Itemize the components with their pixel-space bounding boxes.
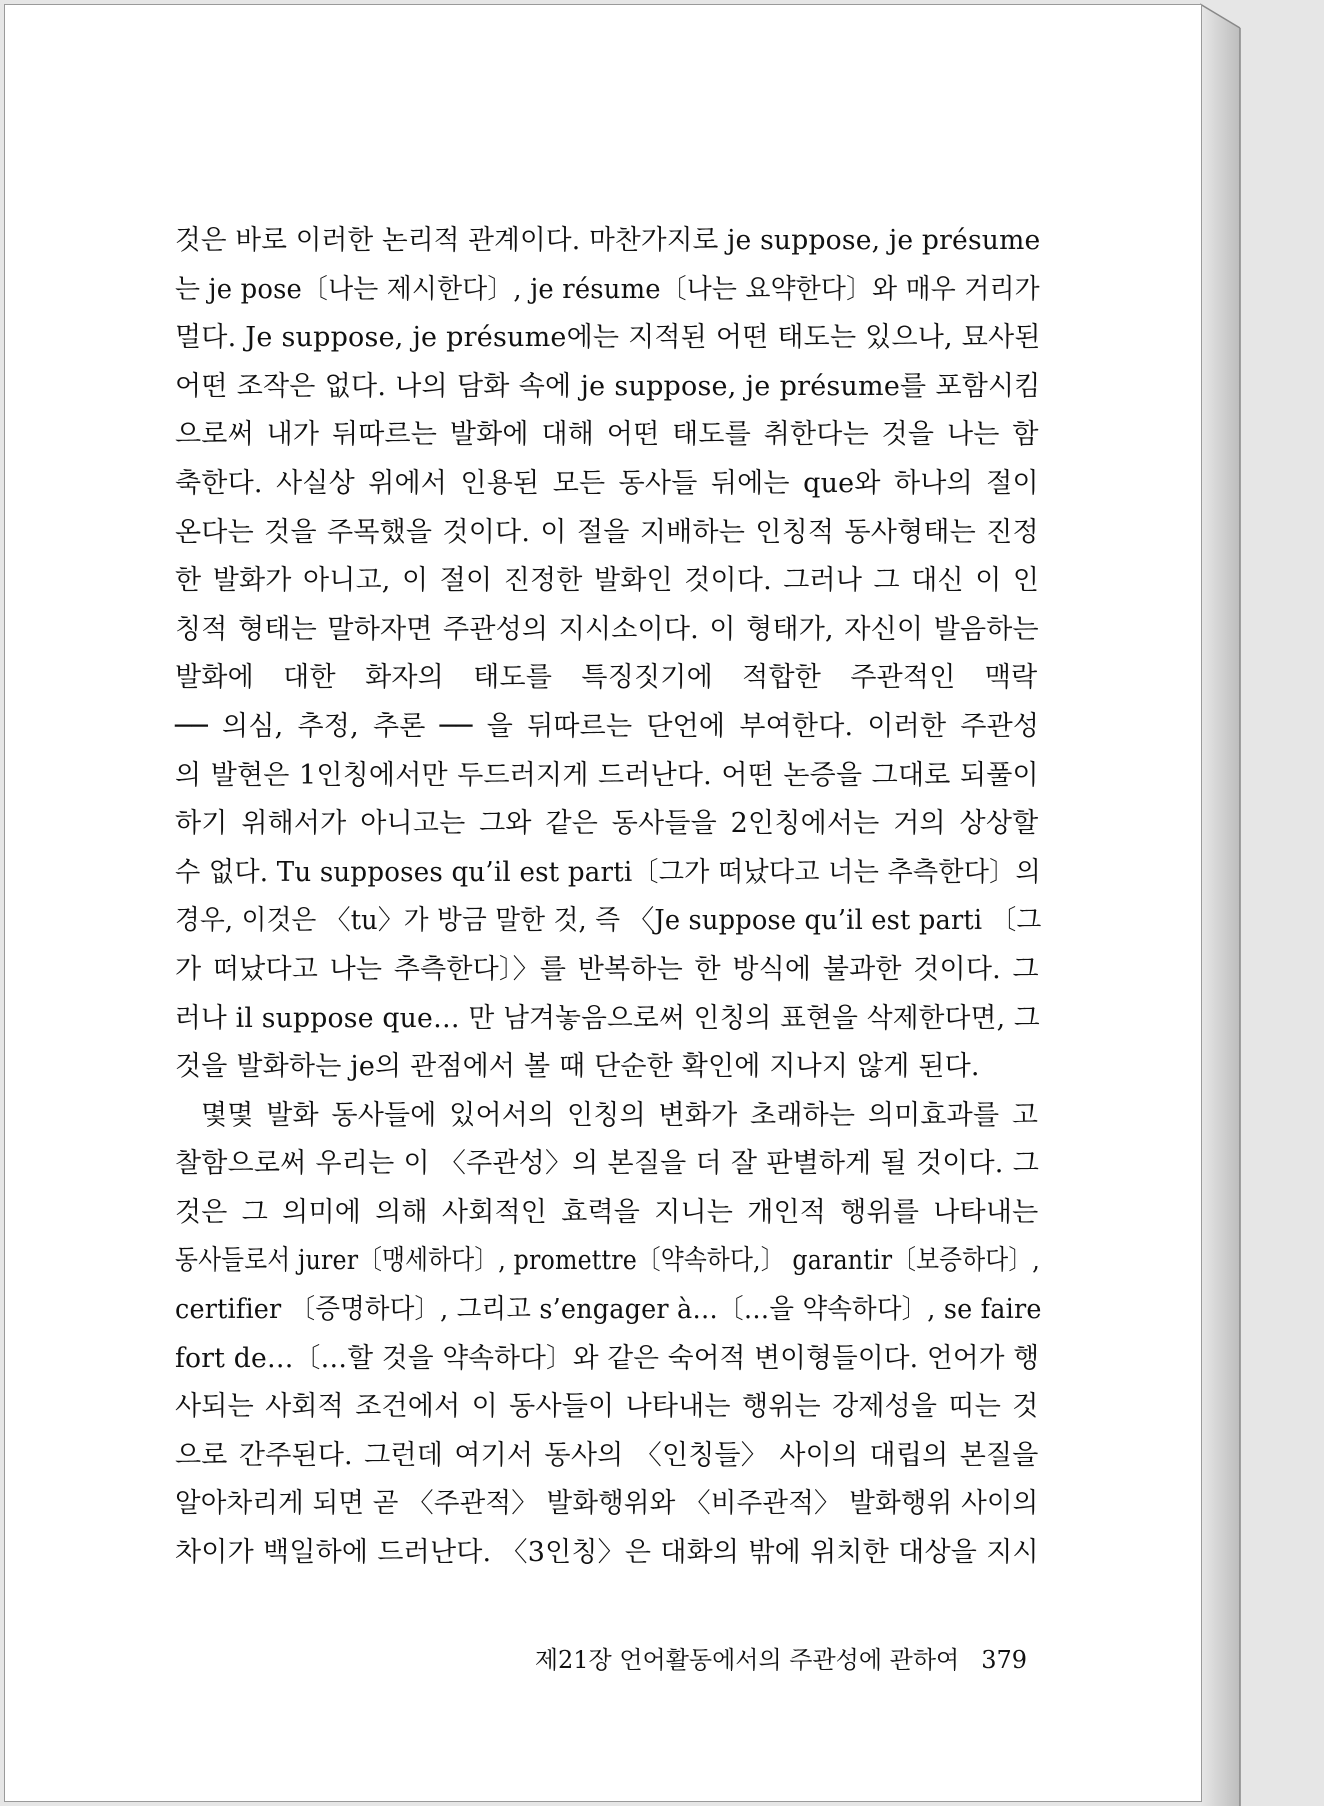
- book-page: [4, 4, 1202, 1802]
- text-line: certifier 〔증명하다〕, 그리고 s’engager à…〔…을 약속하다〕, se faire: [175, 1294, 1042, 1326]
- body-text: [175, 217, 1042, 1578]
- text-line: 으로써 내가 뒤따르는 발화에 대해 어떤 태도를 취한다는 것을 나는 함: [175, 419, 1039, 451]
- text-line: 온다는 것을 주목했을 것이다. 이 절을 지배하는 인칭적 동사형태는 진정: [175, 516, 1039, 548]
- text-line: 가 떠났다고 나는 추측한다〕〉를 반복하는 한 방식에 불과한 것이다. 그: [175, 953, 1039, 985]
- chapter-title: 제21장 언어활동에서의 주관성에 관하여: [534, 1646, 960, 1674]
- text-line: 것은 바로 이러한 논리적 관계이다. 마찬가지로 je suppose, je présume: [175, 225, 1041, 256]
- paragraph-2: [175, 1092, 1042, 1578]
- text-line: 한 발화가 아니고, 이 절이 진정한 발화인 것이다. 그러나 그 대신 이 인: [175, 565, 1040, 597]
- text-line: 동사들로서 jurer〔맹세하다〕, promettre〔약속하다,〕 garantir〔보증하다〕,: [175, 1245, 1040, 1277]
- text-line: 알아차리게 되면 곧 〈주관적〉 발화행위와 〈비주관적〉 발화행위 사이의: [175, 1488, 1039, 1520]
- text-line: 찰함으로써 우리는 이 〈주관성〉의 본질을 더 잘 판별하게 될 것이다. 그: [175, 1148, 1039, 1180]
- text-line: fort de…〔…할 것을 약속하다〕와 같은 숙어적 변이형들이다. 언어가 행: [175, 1342, 1040, 1374]
- page-number: 379: [981, 1646, 1027, 1674]
- text-line: 어떤 조작은 없다. 나의 담화 속에 je suppose, je présume를 포함시킴: [175, 370, 1041, 402]
- text-line: 것을 발화하는 je의 관점에서 볼 때 단순한 확인에 지나지 않게 된다.: [175, 1051, 980, 1083]
- page-edge: [1200, 0, 1324, 1806]
- text-line: 축한다. 사실상 위에서 인용된 모든 동사들 뒤에는 que와 하나의 절이: [175, 467, 1039, 499]
- text-line: 는 je pose〔나는 제시한다〕, je résume〔나는 요약한다〕와 매우 거리가: [175, 273, 1040, 305]
- text-line: 발화에 대한 화자의 태도를 특징짓기에 적합한 주관적인 맥락: [175, 662, 1038, 694]
- text-line: 의 발현은 1인칭에서만 두드러지게 드러난다. 어떤 논증을 그대로 되풀이: [175, 759, 1039, 791]
- text-line: 수 없다. Tu supposes qu’il est parti〔그가 떠났다고 너는 추측한다〕의: [175, 856, 1041, 888]
- text-line: 사되는 사회적 조건에서 이 동사들이 나타내는 행위는 강제성을 띠는 것: [175, 1391, 1039, 1423]
- text-line: 칭적 형태는 말하자면 주관성의 지시소이다. 이 형태가, 자신이 발음하는: [175, 613, 1039, 645]
- text-line: 러나 il suppose que… 만 남겨놓음으로써 인칭의 표현을 삭제한다면, 그: [175, 1002, 1040, 1034]
- running-footer: [477, 1640, 1027, 1675]
- text-line: 차이가 백일하에 드러난다. 〈3인칭〉은 대화의 밖에 위치한 대상을 지시: [175, 1537, 1039, 1569]
- text-line: 것은 그 의미에 의해 사회적인 효력을 지니는 개인적 행위를 나타내는: [175, 1196, 1039, 1228]
- paragraph-1: [175, 217, 1042, 1092]
- text-line: 으로 간주된다. 그런데 여기서 동사의 〈인칭들〉 사이의 대립의 본질을: [175, 1439, 1039, 1471]
- text-line: 경우, 이것은 〈tu〉가 방금 말한 것, 즉 〈Je suppose qu’il est parti 〔그: [175, 905, 1042, 937]
- text-line: ── 의심, 추정, 추론 ── 을 뒤따르는 단언에 부여한다. 이러한 주관성: [175, 710, 1040, 742]
- text-line: 몇몇 발화 동사들에 있어서의 인칭의 변화가 초래하는 의미효과를 고: [201, 1099, 1039, 1131]
- text-line: 하기 위해서가 아니고는 그와 같은 동사들을 2인칭에서는 거의 상상할: [175, 808, 1039, 840]
- text-line: 멀다. Je suppose, je présume에는 지적된 어떤 태도는 있으나, 묘사된: [175, 322, 1041, 354]
